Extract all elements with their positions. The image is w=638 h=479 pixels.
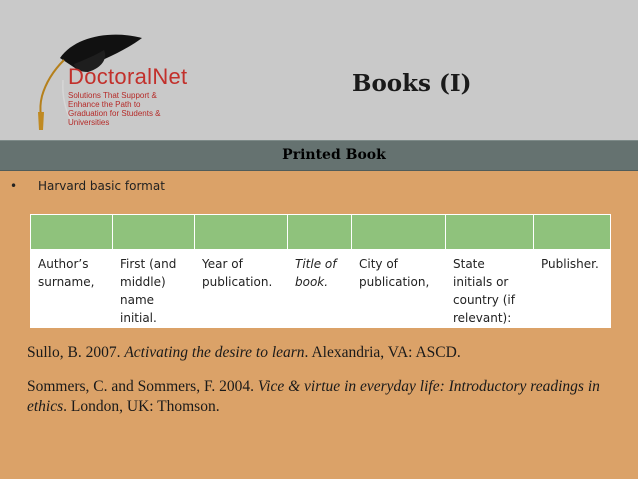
bullet-text: Harvard basic format xyxy=(38,179,165,193)
section-subtitle: Printed Book xyxy=(282,147,386,163)
logo-tagline: Solutions That Support & Enhance the Path to Graduation for Students & Universities xyxy=(68,91,161,127)
header xyxy=(0,0,638,140)
bullet-symbol: • xyxy=(10,179,18,193)
logo-name: DoctoralNet xyxy=(68,64,188,89)
table-row xyxy=(31,250,611,328)
bullet-item xyxy=(10,179,165,193)
table-header-cell xyxy=(534,215,611,250)
slide-title: Books (I) xyxy=(352,70,472,97)
table-header-cell xyxy=(31,215,113,250)
reference-title: Activating the desire to learn xyxy=(124,344,305,361)
table-cell-title: Title of book. xyxy=(288,250,352,328)
table-cell-publisher: Publisher. xyxy=(534,250,611,328)
table-cell-year: Year of publication. xyxy=(195,250,288,328)
table-header-row xyxy=(31,215,611,250)
harvard-format-table xyxy=(30,214,611,328)
table-header-cell xyxy=(288,215,352,250)
reference-entry: Sullo, B. 2007. Activating the desire to learn. Alexandria, VA: ASCD. xyxy=(27,344,461,361)
table-cell-author-surname: Author’s surname, xyxy=(31,250,113,328)
doctoralnet-logo xyxy=(30,30,230,130)
table-cell-first-name-initial: First (and middle) name initial. xyxy=(113,250,195,328)
reference-title: Vice & virtue in everyday life: Introductory readings in ethics xyxy=(27,378,600,415)
table-header-cell xyxy=(113,215,195,250)
content-area xyxy=(0,171,638,479)
reference-entry: Sommers, C. and Sommers, F. 2004. Vice & virtue in everyday life: Introductory readings in ethics. London, UK: Thomson. xyxy=(27,378,600,415)
table-cell-state-country: State initials or country (if relevant): xyxy=(446,250,534,328)
table-header-cell xyxy=(352,215,446,250)
table-cell-city: City of publication, xyxy=(352,250,446,328)
table-header-cell xyxy=(446,215,534,250)
table-header-cell xyxy=(195,215,288,250)
subtitle-bar xyxy=(0,140,638,171)
